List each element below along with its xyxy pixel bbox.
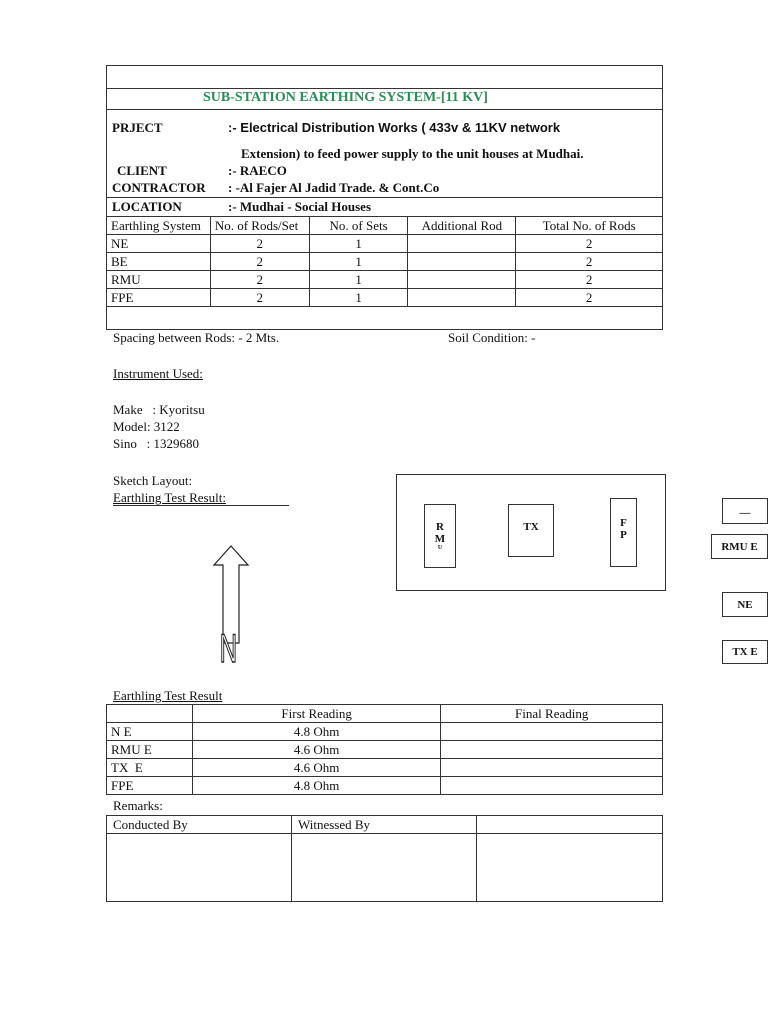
table-cell: 4.8 Ohm	[192, 777, 441, 795]
table-cell: 4.6 Ohm	[192, 741, 441, 759]
remarks-label: Remarks:	[113, 798, 163, 813]
table-cell	[408, 289, 516, 307]
result-table-header	[107, 705, 663, 723]
project-value	[228, 120, 560, 136]
table-row	[107, 253, 663, 271]
header-cell: Final Reading	[441, 705, 663, 723]
header-cell: Earthling System	[107, 217, 211, 235]
table-cell	[408, 235, 516, 253]
project-value-line1: :- Electrical Distribution Works ( 433v & 11KV network	[228, 120, 561, 135]
table-cell: FPE	[107, 289, 211, 307]
table-cell: 2	[210, 235, 309, 253]
contractor-label: CONTRACTOR	[112, 180, 206, 195]
instrument-model: Model: 3122	[113, 419, 180, 434]
table-cell: FPE	[107, 777, 193, 795]
earthing-result-text: Earthling Test Result:	[113, 490, 226, 505]
location-value: :- Mudhai - Social Houses	[228, 199, 372, 214]
header-cell	[107, 705, 193, 723]
rmu-letter: R	[436, 520, 444, 533]
header-cell: Additional Rod	[408, 217, 516, 235]
rmu-letter: U	[437, 544, 443, 551]
tx-label: TX	[523, 521, 539, 533]
conducted-by-label: Conducted By	[113, 817, 188, 832]
transformer-unit	[508, 504, 554, 557]
table-cell: 4.8 Ohm	[192, 723, 441, 741]
page-title: SUB-STATION EARTHING SYSTEM-[11 KV]	[203, 90, 488, 105]
table-cell: NE	[107, 235, 211, 253]
rmu-letter: M	[434, 532, 446, 545]
north-label	[214, 627, 242, 671]
signature-table	[106, 815, 663, 902]
table-cell	[441, 759, 663, 777]
table-cell: BE	[107, 253, 211, 271]
witnessed-by-label: Witnessed By	[298, 817, 371, 832]
fp-letter: P	[620, 529, 627, 541]
header-cell: First Reading	[192, 705, 441, 723]
table-cell: 1	[309, 235, 408, 253]
fp-unit	[610, 498, 637, 567]
table-cell: 2	[516, 253, 663, 271]
side-label-tx-e: TX E	[722, 640, 768, 664]
table-row	[107, 723, 663, 741]
north-letter: N	[219, 627, 237, 671]
spacing-text: Spacing between Rods: - 2 Mts.	[113, 330, 280, 345]
header-cell: No. of Rods/Set	[210, 217, 309, 235]
table-cell: 2	[210, 271, 309, 289]
soil-text: Soil Condition: -	[448, 330, 536, 345]
table-row	[107, 271, 663, 289]
table-cell: N E	[107, 723, 193, 741]
table-cell	[441, 741, 663, 759]
table-cell: 2	[210, 253, 309, 271]
earthing-result-label	[113, 490, 289, 506]
client-label: CLIENT	[117, 163, 167, 178]
table-cell	[441, 723, 663, 741]
rmu-unit	[424, 504, 456, 568]
table-row	[107, 235, 663, 253]
sketch-label: Sketch Layout:	[113, 473, 193, 488]
table-cell: 2	[516, 235, 663, 253]
divider	[106, 109, 663, 110]
table-cell: RMU	[107, 271, 211, 289]
contractor-value: : -Al Fajer Al Jadid Trade. & Cont.Co	[228, 180, 440, 195]
table-cell: 1	[309, 271, 408, 289]
table-row	[107, 777, 663, 795]
table-cell	[441, 777, 663, 795]
project-label: PRJECT	[112, 120, 163, 135]
divider	[476, 815, 477, 902]
table-cell	[408, 253, 516, 271]
location-label: LOCATION	[112, 199, 182, 214]
result-table	[106, 704, 663, 795]
fp-letter: F	[620, 517, 627, 529]
table-row	[107, 289, 663, 307]
instrument-make: Make : Kyoritsu	[113, 402, 205, 417]
table-cell: 1	[309, 289, 408, 307]
table-cell: RMU E	[107, 741, 193, 759]
header-cell: Total No. of Rods	[516, 217, 663, 235]
divider	[106, 197, 663, 198]
client-value: :- RAECO	[228, 163, 287, 178]
table-row	[107, 759, 663, 777]
table-cell: 1	[309, 253, 408, 271]
divider	[106, 833, 663, 834]
table-row	[107, 741, 663, 759]
table-cell: 2	[516, 271, 663, 289]
divider	[291, 815, 292, 902]
table-cell: 2	[210, 289, 309, 307]
header-cell: No. of Sets	[309, 217, 408, 235]
side-label-rmu-e: RMU E	[711, 534, 768, 559]
side-label-ne: NE	[722, 592, 768, 617]
table-cell	[408, 271, 516, 289]
divider	[106, 88, 663, 89]
side-label-dash	[722, 498, 768, 524]
dash-text: __	[739, 503, 751, 515]
table-cell: TX E	[107, 759, 193, 777]
rods-table	[106, 216, 663, 307]
table-cell: 4.6 Ohm	[192, 759, 441, 777]
instrument-heading: Instrument Used:	[113, 366, 203, 381]
project-value-line2: Extension) to feed power supply to the unit houses at Mudhai.	[241, 146, 584, 161]
instrument-sino: Sino : 1329680	[113, 436, 199, 451]
table-cell: 2	[516, 289, 663, 307]
rods-table-header	[107, 217, 663, 235]
result-table-caption: Earthling Test Result	[113, 688, 223, 703]
